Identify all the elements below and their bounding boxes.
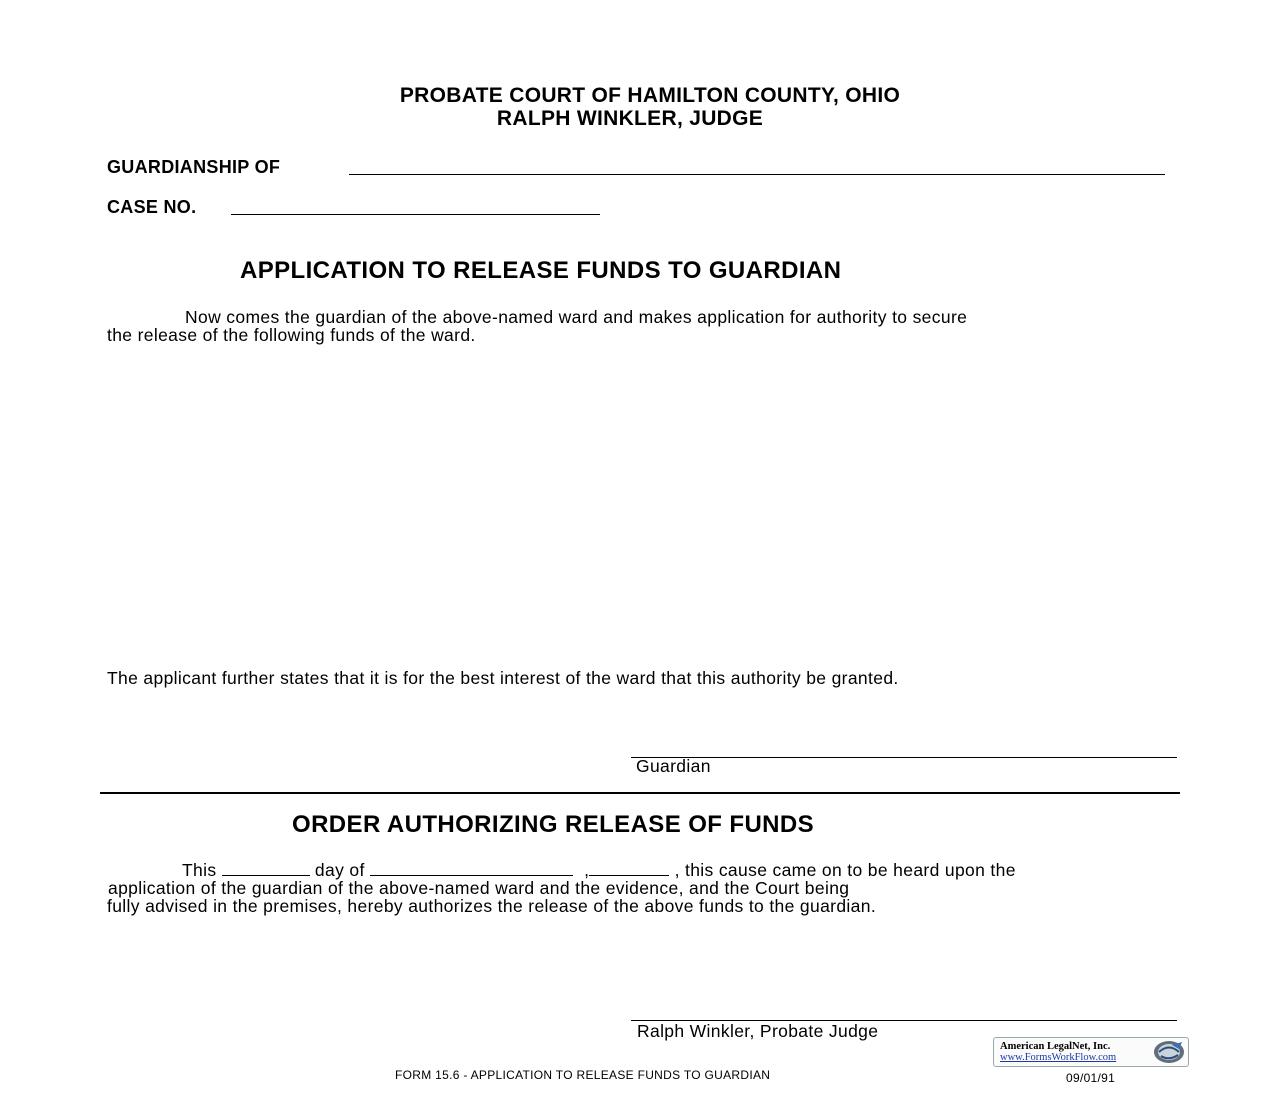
order-line1: [182, 861, 1016, 879]
order-day-field[interactable]: [222, 861, 310, 876]
case-number-label: CASE NO.: [107, 197, 197, 217]
guardianship-field[interactable]: [349, 174, 1165, 175]
order-day-of-text: day of: [314, 860, 365, 880]
application-title: APPLICATION TO RELEASE FUNDS TO GUARDIAN: [240, 257, 842, 284]
form-date: 09/01/91: [1066, 1071, 1116, 1085]
order-line3: fully advised in the premises, hereby authorizes the release of the above funds to the guardian.: [107, 896, 877, 916]
case-number-field[interactable]: [231, 214, 600, 215]
court-name: PROBATE COURT OF HAMILTON COUNTY, OHIO: [399, 84, 901, 107]
order-comma-text: ,: [584, 860, 590, 880]
logo-url[interactable]: www.FormsWorkFlow.com: [1000, 1052, 1117, 1063]
section-divider: [100, 792, 1180, 794]
order-year-field[interactable]: [589, 861, 669, 876]
application-intro-line1: Now comes the guardian of the above-named ward and makes application for authority to secure: [185, 307, 968, 327]
funds-description-area[interactable]: [107, 350, 1177, 660]
order-line1-rest: , this cause came on to be heard upon the: [674, 860, 1016, 880]
judge-name: RALPH WINKLER, JUDGE: [496, 107, 764, 130]
order-title: ORDER AUTHORIZING RELEASE OF FUNDS: [292, 811, 815, 838]
guardian-signature-label: Guardian: [636, 756, 711, 776]
american-legalnet-logo[interactable]: [993, 1037, 1189, 1067]
logo-company-name: American LegalNet, Inc.: [1000, 1041, 1111, 1052]
application-intro-line2: the release of the following funds of the ward.: [107, 325, 476, 345]
judge-signature-label: Ralph Winkler, Probate Judge: [637, 1021, 879, 1041]
form-footer-title: FORM 15.6 - APPLICATION TO RELEASE FUNDS TO GUARDIAN: [395, 1068, 771, 1082]
guardian-signature-line[interactable]: [631, 757, 1177, 758]
best-interest-statement: The applicant further states that it is for the best interest of the ward that this authority be granted.: [107, 668, 899, 688]
order-line2: application of the guardian of the above-named ward and the evidence, and the Court being: [108, 878, 850, 898]
guardianship-label: GUARDIANSHIP OF: [107, 157, 281, 177]
order-month-field[interactable]: [370, 861, 573, 876]
globe-icon: [1152, 1039, 1186, 1065]
order-this-text: This: [182, 860, 217, 880]
